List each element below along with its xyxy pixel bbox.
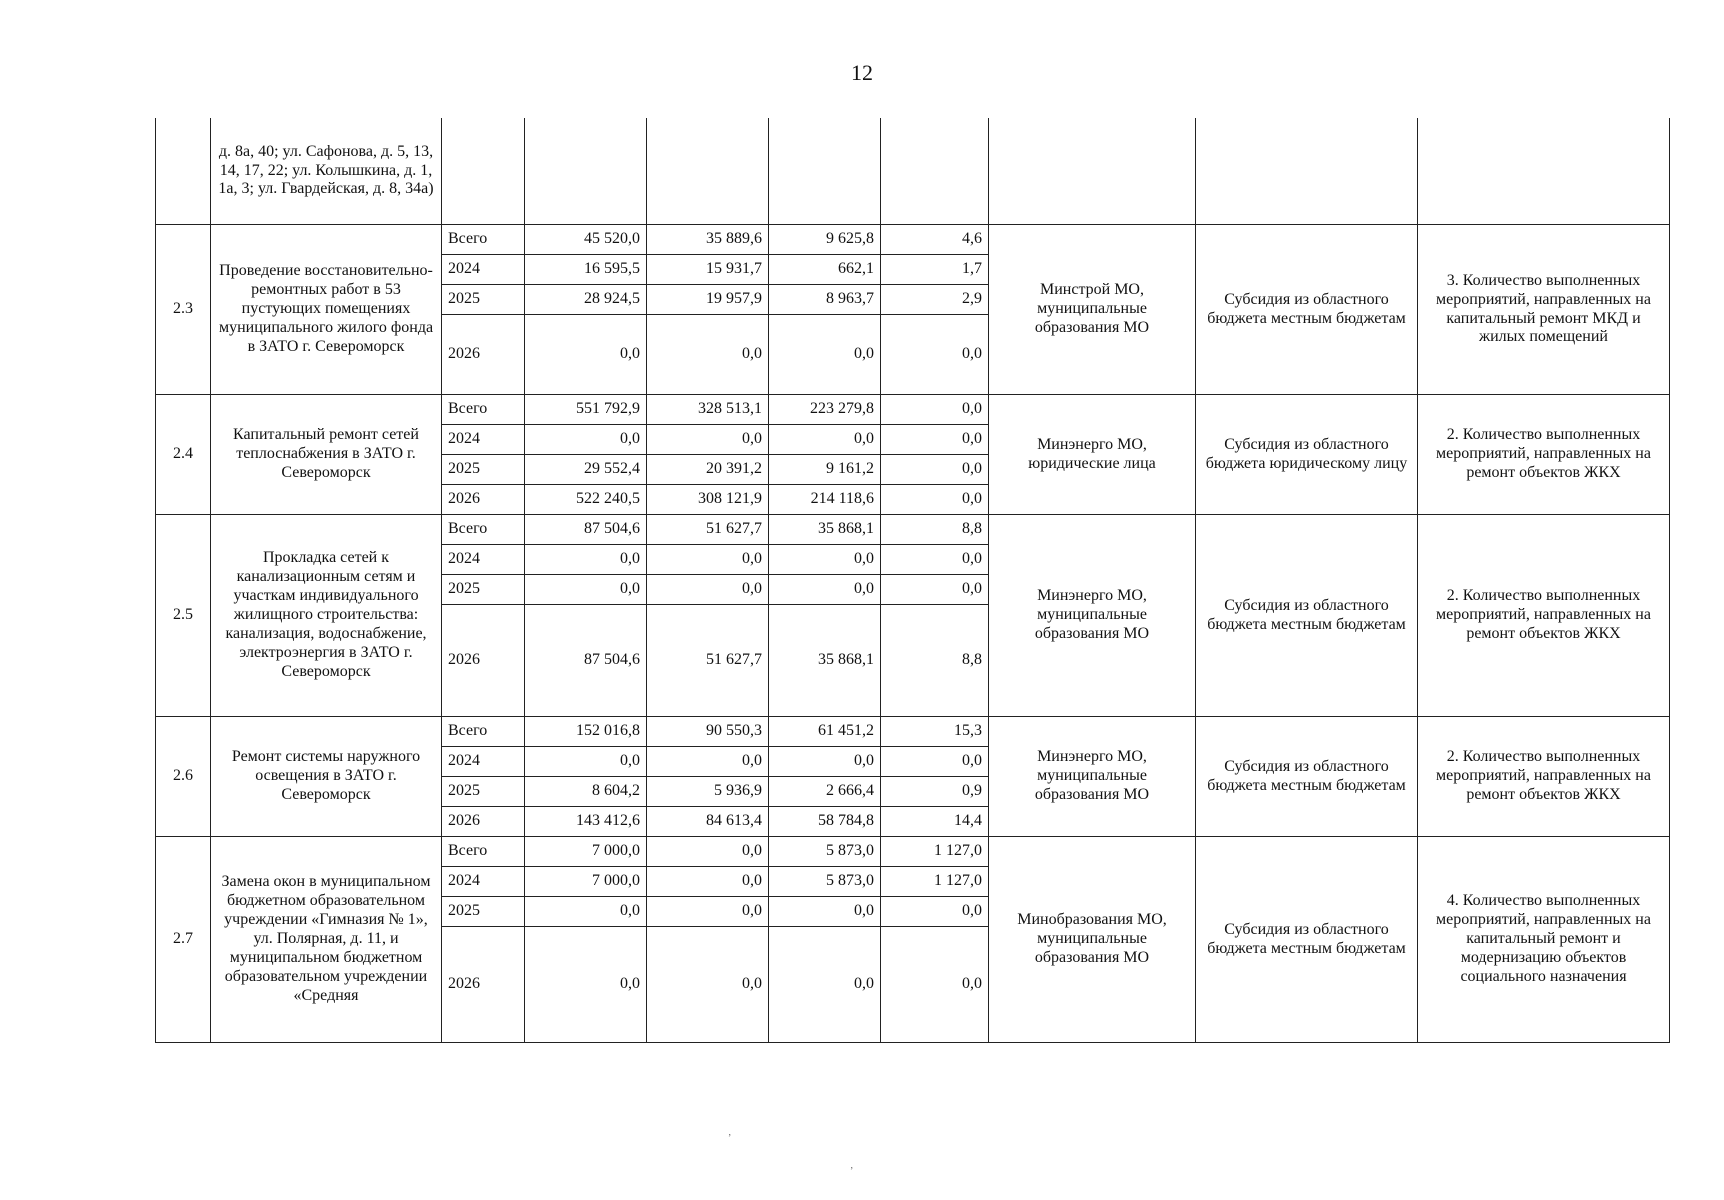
value-federal: 662,1 xyxy=(769,255,881,285)
value-federal: 35 868,1 xyxy=(769,605,881,717)
row-name: Капитальный ремонт сетей теплоснабжения в ЗАТО г. Североморск xyxy=(211,395,442,515)
value-federal: 9 161,2 xyxy=(769,455,881,485)
mechanism-cell: Субсидия из областного бюджета местным бюджетам xyxy=(1196,225,1418,395)
table-body xyxy=(156,118,1670,1043)
value-local: 8,8 xyxy=(881,515,989,545)
value-total: 87 504,6 xyxy=(525,605,647,717)
table-row xyxy=(156,515,1670,545)
mechanism-cell: Субсидия из областного бюджета юридическому лицу xyxy=(1196,395,1418,515)
value-regional: 51 627,7 xyxy=(647,515,769,545)
scan-mark: ’ xyxy=(850,1166,854,1177)
value-total: 0,0 xyxy=(525,747,647,777)
value-federal: 58 784,8 xyxy=(769,807,881,837)
value-total: 29 552,4 xyxy=(525,455,647,485)
cell-name: д. 8а, 40; ул. Сафонова, д. 5, 13, 14, 17, 22; ул. Колышкина, д. 1, 1а, 3; ул. Гвардейская, д. 8, 34а) xyxy=(211,118,442,225)
cell-year xyxy=(442,118,525,225)
value-federal: 0,0 xyxy=(769,315,881,395)
value-local: 0,0 xyxy=(881,395,989,425)
row-number: 2.6 xyxy=(156,717,211,837)
value-federal: 0,0 xyxy=(769,897,881,927)
value-regional: 0,0 xyxy=(647,867,769,897)
mechanism-cell: Субсидия из областного бюджета местным бюджетам xyxy=(1196,837,1418,1043)
value-federal: 5 873,0 xyxy=(769,837,881,867)
value-total: 0,0 xyxy=(525,927,647,1043)
value-total: 28 924,5 xyxy=(525,285,647,315)
cell-local xyxy=(881,118,989,225)
year-label: 2024 xyxy=(442,867,525,897)
value-federal: 35 868,1 xyxy=(769,515,881,545)
continuation-row xyxy=(156,118,1670,225)
value-federal: 9 625,8 xyxy=(769,225,881,255)
value-local: 8,8 xyxy=(881,605,989,717)
value-federal: 2 666,4 xyxy=(769,777,881,807)
year-label: 2025 xyxy=(442,285,525,315)
year-label: Всего xyxy=(442,225,525,255)
value-regional: 308 121,9 xyxy=(647,485,769,515)
cell-total xyxy=(525,118,647,225)
year-label: 2024 xyxy=(442,545,525,575)
value-local: 0,0 xyxy=(881,315,989,395)
value-total: 87 504,6 xyxy=(525,515,647,545)
value-local: 0,0 xyxy=(881,927,989,1043)
value-local: 0,0 xyxy=(881,575,989,605)
value-total: 522 240,5 xyxy=(525,485,647,515)
value-federal: 0,0 xyxy=(769,747,881,777)
value-regional: 0,0 xyxy=(647,575,769,605)
value-regional: 0,0 xyxy=(647,897,769,927)
year-label: Всего xyxy=(442,395,525,425)
year-label: 2026 xyxy=(442,605,525,717)
value-federal: 61 451,2 xyxy=(769,717,881,747)
value-local: 1 127,0 xyxy=(881,837,989,867)
table-row xyxy=(156,395,1670,425)
value-total: 0,0 xyxy=(525,425,647,455)
year-label: 2025 xyxy=(442,455,525,485)
indicator-cell: 2. Количество выполненных мероприятий, направленных на ремонт объектов ЖКХ xyxy=(1418,515,1670,717)
value-federal: 214 118,6 xyxy=(769,485,881,515)
year-label: 2026 xyxy=(442,927,525,1043)
value-regional: 84 613,4 xyxy=(647,807,769,837)
cell-executor xyxy=(989,118,1196,225)
mechanism-cell: Субсидия из областного бюджета местным бюджетам xyxy=(1196,515,1418,717)
value-regional: 5 936,9 xyxy=(647,777,769,807)
value-local: 0,0 xyxy=(881,747,989,777)
value-local: 0,0 xyxy=(881,897,989,927)
year-label: 2025 xyxy=(442,897,525,927)
cell-mechanism xyxy=(1196,118,1418,225)
value-total: 0,0 xyxy=(525,897,647,927)
value-total: 16 595,5 xyxy=(525,255,647,285)
year-label: 2025 xyxy=(442,575,525,605)
executor-cell: Минэнерго МО, муниципальные образования МО xyxy=(989,515,1196,717)
year-label: 2024 xyxy=(442,425,525,455)
value-total: 143 412,6 xyxy=(525,807,647,837)
value-local: 2,9 xyxy=(881,285,989,315)
value-federal: 0,0 xyxy=(769,927,881,1043)
value-regional: 35 889,6 xyxy=(647,225,769,255)
value-total: 45 520,0 xyxy=(525,225,647,255)
value-regional: 0,0 xyxy=(647,927,769,1043)
value-federal: 5 873,0 xyxy=(769,867,881,897)
value-total: 0,0 xyxy=(525,545,647,575)
program-table xyxy=(155,118,1670,1043)
cell-federal xyxy=(769,118,881,225)
cell-regional xyxy=(647,118,769,225)
value-regional: 90 550,3 xyxy=(647,717,769,747)
value-regional: 0,0 xyxy=(647,545,769,575)
row-name: Замена окон в муниципальном бюджетном образовательном учреждении «Гимназия № 1», ул. Полярная, д. 11, и муниципальном бюджетном образовательном учреждении «Средняя xyxy=(211,837,442,1043)
value-total: 0,0 xyxy=(525,575,647,605)
value-local: 0,0 xyxy=(881,455,989,485)
value-total: 7 000,0 xyxy=(525,867,647,897)
value-local: 15,3 xyxy=(881,717,989,747)
cell-indicator xyxy=(1418,118,1670,225)
executor-cell: Минобразования МО, муниципальные образования МО xyxy=(989,837,1196,1043)
value-local: 14,4 xyxy=(881,807,989,837)
value-regional: 20 391,2 xyxy=(647,455,769,485)
value-regional: 0,0 xyxy=(647,837,769,867)
value-total: 7 000,0 xyxy=(525,837,647,867)
table-row xyxy=(156,837,1670,867)
table-row xyxy=(156,225,1670,255)
table-row xyxy=(156,717,1670,747)
mechanism-cell: Субсидия из областного бюджета местным бюджетам xyxy=(1196,717,1418,837)
year-label: 2026 xyxy=(442,315,525,395)
executor-cell: Минстрой МО, муниципальные образования МО xyxy=(989,225,1196,395)
year-label: 2026 xyxy=(442,807,525,837)
scan-mark: ’ xyxy=(728,1133,732,1144)
year-label: 2024 xyxy=(442,747,525,777)
value-federal: 8 963,7 xyxy=(769,285,881,315)
year-label: Всего xyxy=(442,837,525,867)
indicator-cell: 4. Количество выполненных мероприятий, направленных на капитальный ремонт и модернизацию объектов социального назначения xyxy=(1418,837,1670,1043)
value-local: 0,0 xyxy=(881,485,989,515)
value-total: 551 792,9 xyxy=(525,395,647,425)
row-name: Проведение восстановительно-ремонтных работ в 53 пустующих помещениях муниципального жилого фонда в ЗАТО г. Североморск xyxy=(211,225,442,395)
value-regional: 0,0 xyxy=(647,747,769,777)
value-federal: 223 279,8 xyxy=(769,395,881,425)
year-label: 2024 xyxy=(442,255,525,285)
year-label: Всего xyxy=(442,515,525,545)
page-number: 12 xyxy=(851,60,873,85)
value-regional: 19 957,9 xyxy=(647,285,769,315)
row-number: 2.3 xyxy=(156,225,211,395)
executor-cell: Минэнерго МО, юридические лица xyxy=(989,395,1196,515)
indicator-cell: 2. Количество выполненных мероприятий, направленных на ремонт объектов ЖКХ xyxy=(1418,717,1670,837)
indicator-cell: 2. Количество выполненных мероприятий, направленных на ремонт объектов ЖКХ xyxy=(1418,395,1670,515)
value-federal: 0,0 xyxy=(769,575,881,605)
indicator-cell: 3. Количество выполненных мероприятий, направленных на капитальный ремонт МКД и жилых помещений xyxy=(1418,225,1670,395)
value-federal: 0,0 xyxy=(769,425,881,455)
value-regional: 51 627,7 xyxy=(647,605,769,717)
year-label: 2026 xyxy=(442,485,525,515)
row-number: 2.5 xyxy=(156,515,211,717)
cell-num xyxy=(156,118,211,225)
value-total: 152 016,8 xyxy=(525,717,647,747)
value-regional: 0,0 xyxy=(647,425,769,455)
row-name: Ремонт системы наружного освещения в ЗАТО г. Североморск xyxy=(211,717,442,837)
value-local: 4,6 xyxy=(881,225,989,255)
row-name: Прокладка сетей к канализационным сетям и участкам индивидуального жилищного строительства: канализация, водоснабжение, электроэнергия в ЗАТО г. Североморск xyxy=(211,515,442,717)
year-label: Всего xyxy=(442,717,525,747)
row-number: 2.7 xyxy=(156,837,211,1043)
value-regional: 0,0 xyxy=(647,315,769,395)
value-local: 1,7 xyxy=(881,255,989,285)
value-total: 0,0 xyxy=(525,315,647,395)
value-regional: 328 513,1 xyxy=(647,395,769,425)
value-local: 0,0 xyxy=(881,545,989,575)
year-label: 2025 xyxy=(442,777,525,807)
executor-cell: Минэнерго МО, муниципальные образования МО xyxy=(989,717,1196,837)
value-federal: 0,0 xyxy=(769,545,881,575)
value-total: 8 604,2 xyxy=(525,777,647,807)
value-local: 0,0 xyxy=(881,425,989,455)
row-number: 2.4 xyxy=(156,395,211,515)
value-regional: 15 931,7 xyxy=(647,255,769,285)
value-local: 0,9 xyxy=(881,777,989,807)
value-local: 1 127,0 xyxy=(881,867,989,897)
